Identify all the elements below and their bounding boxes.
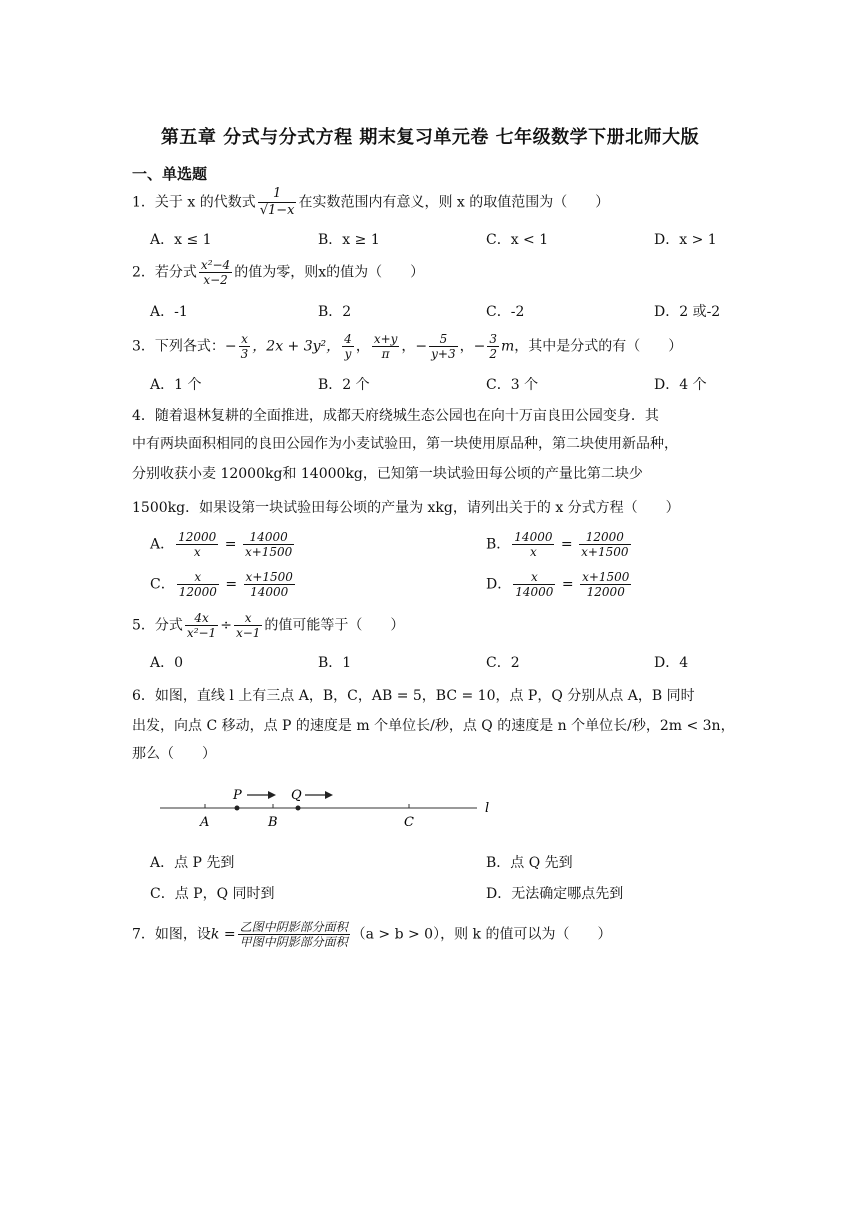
q2-option-c[interactable]: C．-2 (486, 304, 525, 320)
q1-option-c[interactable]: C．x < 1 (486, 232, 549, 248)
q1-option-d[interactable]: D．x > 1 (654, 232, 717, 248)
q2-option-d[interactable]: D．2 或-2 (654, 304, 721, 320)
q5-fraction-2: $\frac{x}{x-1}$ (235, 611, 261, 640)
q4-line-2: 中有两块面积相同的良田公园作为小麦试验田，第一块使用原品种，第二块使用新品种， (132, 436, 678, 452)
q6-figure (155, 780, 500, 830)
label-c: C (404, 815, 414, 830)
q3-stem-a: 3．下列各式： (132, 338, 225, 355)
q7-stem-b: （a > b > 0），则 k 的值可以为（ ） (351, 926, 612, 943)
q3-stem-b: ，其中是分式的有（ ） (514, 338, 683, 355)
q4-line-1: 4．随着退林复耕的全面推进，成都天府绕城生态公园也在向十万亩良田公园变身．其 (132, 408, 659, 424)
q6-line-1: 6．如图，直线 l 上有三点 A，B，C，AB = 5，BC = 10，点 P，Q 分别从点 A，B 同时 (132, 688, 695, 704)
q3-term-4: $\frac{x+y}{\pi}$ (373, 332, 398, 361)
q7-fraction: $\frac{\text{乙图中阴影部分面积}}{\text{甲图中阴影部分面积}}$ (239, 920, 348, 949)
q4-option-c[interactable]: C． $\frac{x}{12000}$ = $\frac{x+1500}{14000}$ (150, 570, 293, 599)
q5-stem-b: 的值可能等于（ ） (264, 617, 405, 634)
question-7: 7．如图，设k = $\frac{\text{乙图中阴影部分面积}}{\text{甲图中阴影部分面积}}$ （a > b > 0），则 k 的值可以为（ ） (132, 920, 612, 949)
question-2 (132, 258, 732, 287)
label-a: A (200, 815, 210, 830)
label-b: B (268, 815, 278, 830)
q6-line-3: 那么（ ） (132, 746, 216, 762)
question-5: 5．分式 $\frac{4x}{\text{x²−1}}$ ÷ $\frac{x}{x-1}$ 的值可能等于（ ） (132, 611, 405, 640)
q2-stem-a: 2．若分式 (132, 264, 197, 281)
q7-stem-a: 7．如图，设 (132, 926, 211, 943)
q5-option-b[interactable]: B．1 (318, 655, 352, 671)
q3-option-a[interactable]: A．1 个 (150, 377, 202, 393)
q6-option-c[interactable]: C．点 P，Q 同时到 (150, 886, 275, 902)
q3-option-d[interactable]: D．4 个 (654, 377, 707, 393)
q4-line-3: 分别收获小麦 12000kg和 14000kg，已知第一块试验田每公顷的产量比第二块少 (132, 466, 643, 482)
q5-option-d[interactable]: D．4 (654, 655, 689, 671)
q3-option-b[interactable]: B．2 个 (318, 377, 370, 393)
q5-stem-a: 5．分式 (132, 617, 183, 634)
section-heading: 一、单选题 (132, 165, 208, 183)
q1-stem-a: 1．关于 x 的代数式 (132, 194, 256, 211)
q4-option-a[interactable]: A． $\frac{12000}{x}$ = $\frac{14000}{x+1500}$ (150, 530, 293, 559)
q3-term-3: $\frac{4}{y}$ (344, 332, 352, 361)
question-3: 3．下列各式：− $\frac{x}{3}$ ，2x + 3y²， $\frac{4}{y}$ ， $\frac{x+y}{\pi}$ ，− $\frac{5}{y+3}$ ，− $\frac{3}{2}$ m，其中是分式的有（ ） (132, 332, 683, 361)
q6-line-2: 出发，向点 C 移动，点 P 的速度是 m 个单位长/秒，点 Q 的速度是 n 个单位长/秒，2m < 3n， (132, 718, 735, 734)
q2-fraction: $\frac{\text{x²−4}}{x-2}$ (200, 258, 231, 287)
q4-option-b[interactable]: B． $\frac{14000}{x}$ = $\frac{12000}{x+1500}$ (486, 530, 629, 559)
q2-stem-b: 的值为零，则x的值为（ ） (234, 264, 425, 281)
label-p: P (233, 788, 242, 803)
q1-stem-b: 在实数范围内有意义，则 x 的取值范围为（ ） (298, 194, 610, 211)
q5-fraction-1: $\frac{4x}{\text{x²−1}}$ (186, 611, 217, 640)
q1-option-a[interactable]: A．x ≤ 1 (150, 232, 212, 248)
q4-option-d[interactable]: D． $\frac{x}{14000}$ = $\frac{x+1500}{12000}$ (486, 570, 630, 599)
q4-line-4: 1500kg．如果设第一块试验田每公顷的产量为 xkg，请列出关于的 x 分式方程（ ） (132, 500, 680, 516)
q3-term-1: $\frac{x}{3}$ (240, 332, 249, 361)
page-title: 第五章 分式与分式方程 期末复习单元卷 七年级数学下册北师大版 (160, 127, 700, 148)
q6-option-d[interactable]: D．无法确定哪点先到 (486, 886, 624, 902)
q3-option-c[interactable]: C．3 个 (486, 377, 539, 393)
q1-fraction: $\frac{1}{√1-x}$ (259, 186, 295, 218)
q3-term-5: $\frac{5}{y+3}$ (431, 332, 456, 361)
q2-option-b[interactable]: B．2 (318, 304, 352, 320)
q5-option-c[interactable]: C．2 (486, 655, 520, 671)
q6-option-a[interactable]: A．点 P 先到 (150, 855, 235, 871)
q1-option-b[interactable]: B．x ≥ 1 (318, 232, 380, 248)
label-q: Q (291, 788, 302, 803)
q5-option-a[interactable]: A．0 (150, 655, 184, 671)
label-l: l (485, 801, 490, 816)
q2-option-a[interactable]: A．-1 (150, 304, 188, 320)
q3-term-2: ，2x + 3y²， (252, 338, 341, 355)
q3-term-6: $\frac{3}{2}$ (489, 332, 497, 361)
question-1 (132, 186, 732, 219)
q6-option-b[interactable]: B．点 Q 先到 (486, 855, 573, 871)
